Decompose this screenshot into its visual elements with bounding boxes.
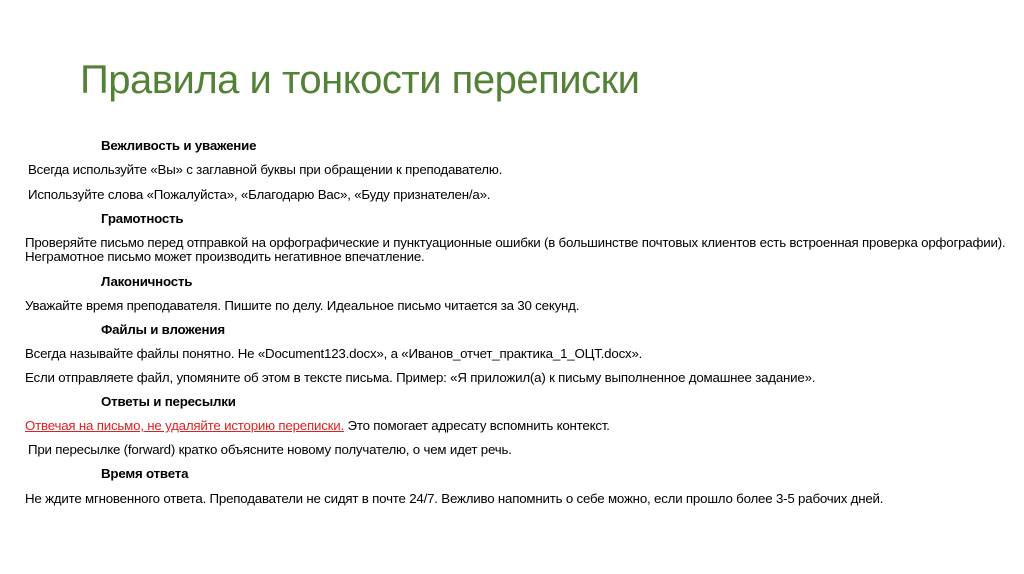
text-line <box>25 418 610 433</box>
text-line: Всегда используйте «Вы» с заглавной буквы при обращении к преподавателю. <box>28 162 503 177</box>
text-line: Всегда называйте файлы понятно. Не «Document123.docx», а «Иванов_отчет_практика_1_ОЦТ.docx». <box>25 346 643 361</box>
section-heading-literacy: Грамотность <box>101 211 184 226</box>
section-heading-brevity: Лаконичность <box>101 274 193 289</box>
section-heading-response-time: Время ответа <box>101 466 189 481</box>
text-line: Используйте слова «Пожалуйста», «Благодарю Вас», «Буду признателен/а». <box>28 187 491 202</box>
text-line: При пересылке (forward) кратко объясните новому получателю, о чем идет речь. <box>28 442 512 457</box>
text-line: Уважайте время преподавателя. Пишите по делу. Идеальное письмо читается за 30 секунд. <box>25 298 580 313</box>
text-line: Если отправляете файл, упомяните об этом в тексте письма. Пример: «Я приложил(а) к письму выполненное домашнее задание». <box>25 370 816 385</box>
text-line: Не ждите мгновенного ответа. Преподаватели не сидят в почте 24/7. Вежливо напомнить о себе можно, если прошло более 3-5 рабочих дней. <box>25 491 884 506</box>
slide-title: Правила и тонкости переписки <box>80 58 640 102</box>
text-paragraph: Проверяйте письмо перед отправкой на орфографические и пунктуационные ошибки (в большинстве почтовых клиентов есть встроенная проверка орфографии). Неграмотное письмо может производить негативное впечатление. <box>25 235 1006 264</box>
highlighted-text: Отвечая на письмо, не удаляйте историю переписки. <box>25 418 344 433</box>
text-span: Это помогает адресату вспомнить контекст. <box>344 418 610 433</box>
section-heading-politeness: Вежливость и уважение <box>101 138 257 153</box>
section-heading-files: Файлы и вложения <box>101 322 225 337</box>
section-heading-replies: Ответы и пересылки <box>101 394 236 409</box>
